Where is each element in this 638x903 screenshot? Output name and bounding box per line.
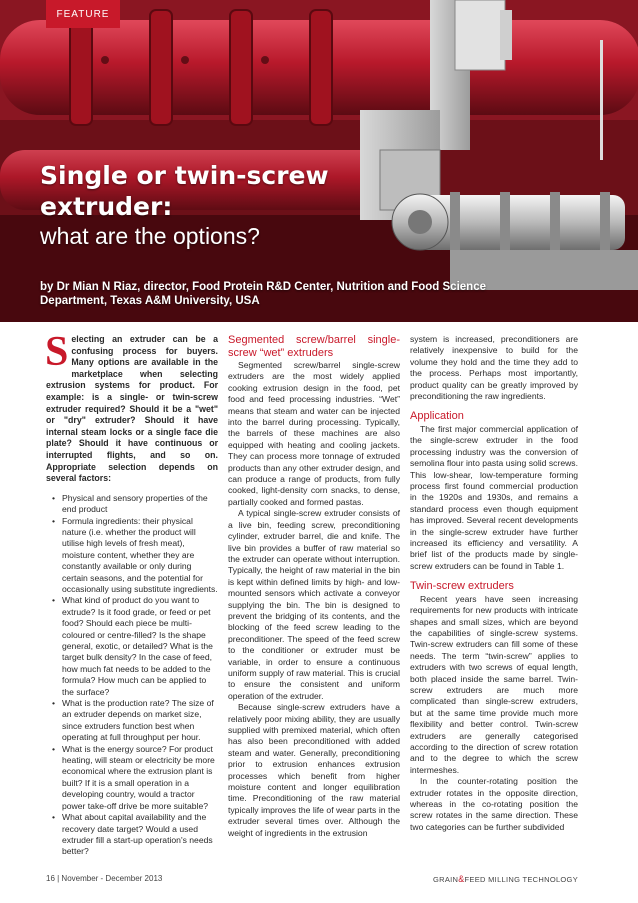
- drop-cap: S: [45, 329, 69, 375]
- section-tab: FEATURE: [46, 0, 120, 28]
- page-number: 16 | November - December 2013: [46, 874, 163, 883]
- factors-list: [46, 493, 218, 858]
- lead-text: electing an extruder can be a confusing process for buyers. Many options are available in the marketplace when selecting extrusion systems for product. For example: is a single- or twin-screw extruder required? Should it be a "wet" or "dry" extruder? Should it have internal steam locks or a single face die plate? Should it have continuous or interrupted flights, and so on. Appropriate selection depends on several factors:: [46, 334, 218, 484]
- body-paragraph: Segmented screw/barrel single-screw extruders are the most widely applied cooking extrusion design in the food, pet food and feed processing industries. “Wet” means that steam and water can be injected into the barrel during processing. Typically, the barrels of these machines are also equipped with heating and cooling jackets. They can process more tonnage of extruded products than any other extruder design, and can produce a range of products, from fully cooked, light-density corn snacks, to dense, partially cooked and formed pastas.: [228, 360, 400, 507]
- body-paragraph: Because single-screw extruders have a relatively poor mixing ability, they are usually supplied with premixed material, which often has also been preconditioned with added steam and water. Generally, preconditioning prior to extrusion enhances extrusion processes which benefit from higher moisture content and longer equilibration time. Preconditioning of the raw material typically improves the life of wear parts in the extruder several times over. Although the weight of ingredients in the extrusion: [228, 702, 400, 838]
- section-heading: Twin-screw extruders: [410, 580, 514, 593]
- article-subtitle: what are the options?: [40, 223, 260, 249]
- list-item: • What is the production rate? The size of an extruder depends on market size, since extruders function best when operating at full throughput per hour.: [46, 698, 218, 744]
- column-2: [228, 334, 400, 839]
- list-item: • What kind of product do you want to extrude? Is it food grade, or feed or pet food? Should each piece be multi-coloured or centre-filled? Is the shape general, exotic, or detailed? What is the target bulk density? In the case of feed, how much fat needs to be added to the formula? How much can be applied to the surface?: [46, 595, 218, 698]
- list-item: • What about capital availability and the recovery date target? Would a used extruder fill a start-up operation's needs better?: [46, 812, 218, 858]
- article-title: Single or twin-screw extruder:: [40, 161, 329, 221]
- column-3: [410, 334, 578, 833]
- body-paragraph: A typical single-screw extruder consists of a live bin, feeding screw, preconditioning cylinder, extruder barrel, die and knife. The live bin provides a buffer of raw material so the extruder can operate without interruption. Typically, the height of raw material in the bin is kept within defined limits by high- and low-mounted sensors which activate a conveyor supplying the bin. The bin is designed to prevent the bridging of its contents, and the blocking of the feed screw leading to the preconditioner. The speed of the feed screw to the conditioner or extruder must be variable, in order to ensure a continuous uniform supply of raw material. This is crucial to ensure the consistent and uniform operation of the extruder.: [228, 508, 400, 701]
- list-item: • What is the energy source? For product heating, will steam or electricity be more economical where the extrusion plant is built? If it is a small operation in a developing country, would a tractor power take-off drive be more suitable?: [46, 744, 218, 812]
- list-item: • Physical and sensory properties of the end product: [46, 493, 218, 516]
- magazine-name: [433, 874, 578, 884]
- author-byline: by Dr Mian N Riaz, director, Food Protein R&D Center, Nutrition and Food Science Department, Texas A&M University, USA: [40, 281, 486, 307]
- ampersand-mark: &: [458, 874, 465, 884]
- article-title-block: [40, 160, 400, 250]
- body-paragraph: Recent years have seen increasing requirements for new products with intricate shapes and small sizes, which are beyond the capabilities of single-screw systems. Twin-screw extruders can fill some of these needs. The term “twin-screw” applies to extruders with two screws of equal length, both placed inside the same barrel. Twin-screw extruders are much more complicated than single-screw extruders, but at the same time provide much more flexibility and better control. Twin-screw extruders are generally categorised according to the direction of screw rotation and to the degree to which the screw intermeshes.: [410, 593, 578, 775]
- list-item: • Formula ingredients: their physical nature (i.e. whether the product will utilise high levels of fresh meat), moisture content, whether they are constantly available or only during certain seasons, and the potential for occasionally using substitute ingredients.: [46, 516, 218, 596]
- column-1: [45, 329, 218, 858]
- magazine-name-part: FEED MILLING TECHNOLOGY: [464, 875, 578, 884]
- body-paragraph: system is increased, preconditioners are relatively inexpensive to build for the volume they hold and the time they add to the process. Perhaps most importantly, product quality can be greatly improved by preconditioning the raw ingredients.: [410, 334, 578, 402]
- section-heading: Application: [410, 410, 464, 423]
- magazine-name-part: GRAIN: [432, 875, 459, 884]
- body-paragraph: In the counter-rotating position the extruder rotates in the opposite direction, whereas in the co-rotating position the screw rotates in the same direction. These two categories can be further subdivided: [410, 776, 578, 832]
- section-heading: Segmented screw/barrel single-screw “wet” extruders: [228, 334, 400, 359]
- lead-paragraph: [45, 329, 218, 485]
- hero-image: [0, 0, 638, 322]
- body-paragraph: The first major commercial application of the single-screw extruder in the food processing industry was the conversion of semolina flour into pasta using solid screws. This low-shear, low-temperature forming process first found commercial production in the 1920s and 1930s, and remains a standard process even though equipment has improved. Several recent developments in the single-screw extruder have further increased its efficiency and versatility. A brief list of the products made by single-screw extruders can be found in Table 1.: [410, 423, 578, 571]
